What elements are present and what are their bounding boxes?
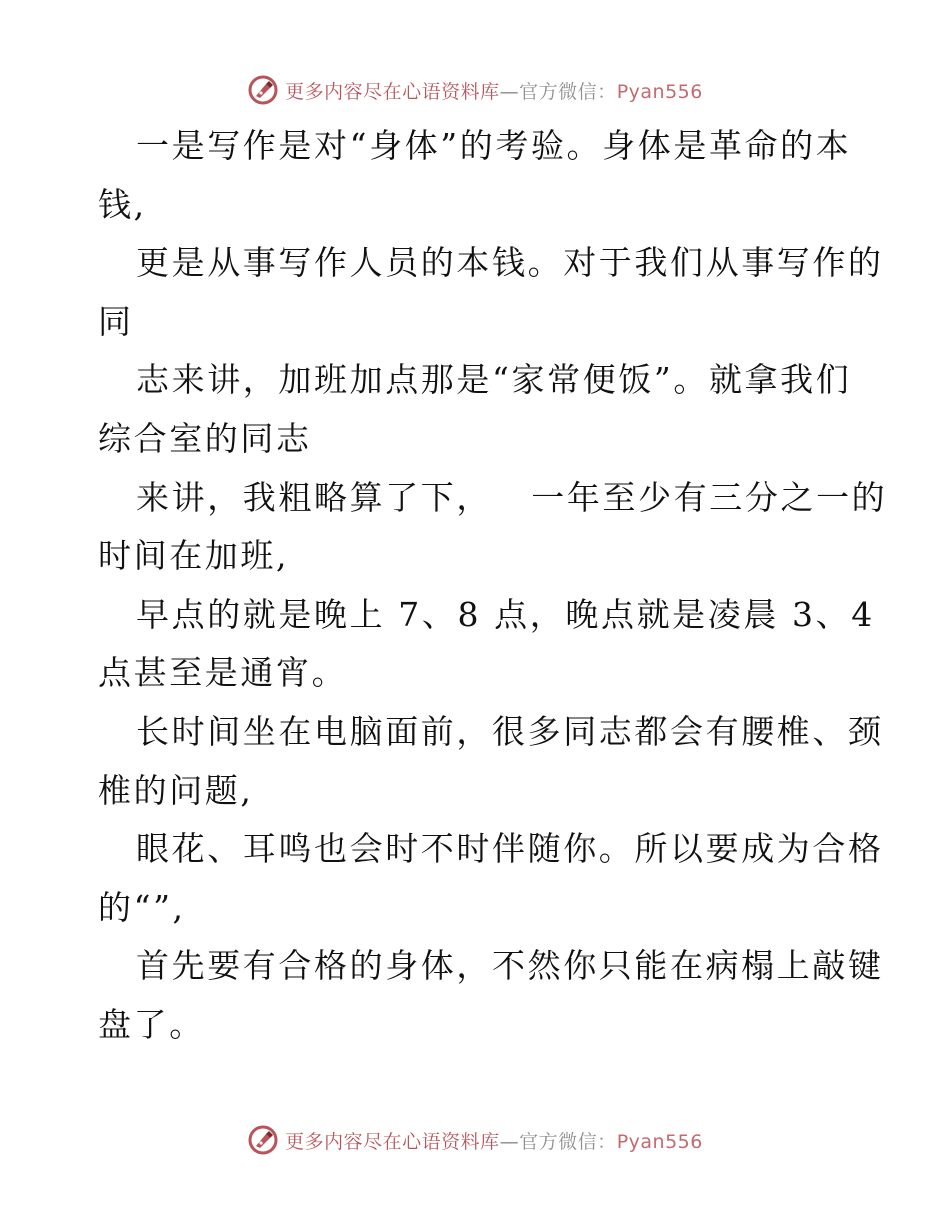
header-wechat-label: 官方微信： <box>519 80 617 103</box>
paragraph-line: 的“”, <box>98 887 186 927</box>
header-banner-text <box>285 77 703 104</box>
paragraph-line: 时间在加班, <box>98 536 290 576</box>
pen-nib-logo-icon <box>247 1124 279 1156</box>
footer-site-text: 更多内容尽在心语资料库 <box>285 1130 500 1153</box>
paragraph-line: 综合室的同志 <box>98 418 312 458</box>
header-site-text: 更多内容尽在心语资料库 <box>285 80 500 103</box>
paragraph-line: 眼花、耳鸣也会时不时伴随你。所以要成为合格 <box>136 829 884 869</box>
footer-wechat-label: 官方微信： <box>519 1130 617 1153</box>
paragraph-line: 早点的就是晚上 7、8 点，晚点就是凌晨 3、4 <box>136 594 875 634</box>
footer-banner <box>0 1120 950 1160</box>
paragraph-line: 长时间坐在电脑面前，很多同志都会有腰椎、颈 <box>136 711 884 751</box>
paragraph-line: 来讲，我粗略算了下， 一年至少有三分之一的 <box>136 477 888 517</box>
header-dash: — <box>499 80 520 103</box>
paragraph-line: 更是从事写作人员的本钱。对于我们从事写作的 <box>136 243 884 283</box>
paragraph-line: 一是写作是对“身体”的考验。身体是革命的本 <box>136 126 852 165</box>
document-body <box>98 117 888 1055</box>
paragraph-line: 点甚至是通宵。 <box>98 653 348 693</box>
footer-dash: — <box>499 1130 520 1153</box>
paragraph-line: 同 <box>98 301 134 341</box>
paragraph-line: 志来讲，加班加点那是“家常便饭”。就拿我们 <box>136 360 852 400</box>
paragraph-line: 盘了。 <box>98 1004 205 1044</box>
header-wechat-id: Pyan556 <box>616 80 703 103</box>
paragraph-line: 首先要有合格的身体，不然你只能在病榻上敲键 <box>136 946 884 986</box>
paragraph-line: 椎的问题, <box>98 770 254 810</box>
header-banner <box>0 70 950 110</box>
footer-wechat-id: Pyan556 <box>616 1130 703 1153</box>
pen-nib-logo-icon <box>247 74 279 106</box>
paragraph-line: 钱, <box>98 184 147 224</box>
footer-banner-text <box>285 1127 703 1154</box>
